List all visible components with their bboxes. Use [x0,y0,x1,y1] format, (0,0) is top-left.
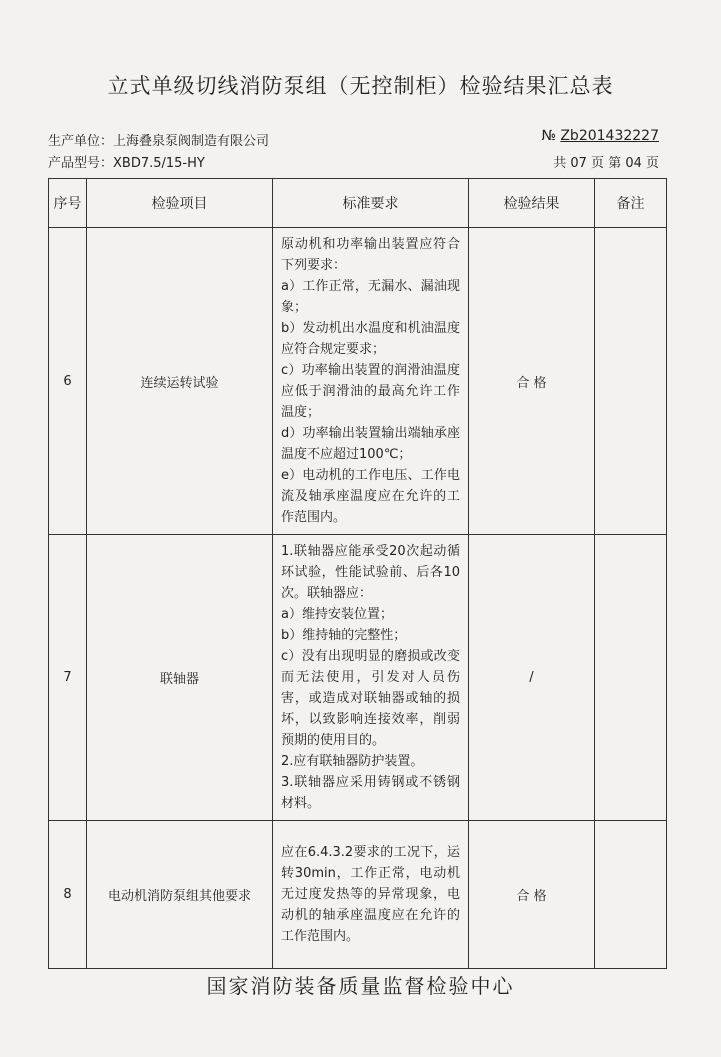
row-no: 8 [49,821,87,969]
requirement-line: a）工作正常，无漏水、漏油现象； [281,279,460,315]
row-requirements [273,821,469,969]
report-number-value: Zb201432227 [560,128,659,144]
document-title: 立式单级切线消防泵组（无控制柜）检验结果汇总表 [107,74,614,98]
requirement-line: 原动机和功率输出装置应符合下列要求： [281,237,460,273]
table-row [49,821,667,969]
requirement-line: c）功率输出装置的润滑油温度应低于润滑油的最高允许工作温度； [281,363,460,420]
row-no: 7 [49,535,87,821]
model-label: 产品型号：XBD7.5/15-HY [48,156,205,171]
row-requirements [273,535,469,821]
requirement-line: 应在6.4.3.2要求的工况下，运转30min，工作正常，电动机无过度发热等的异常现象，电动机的轴承座温度应在允许的工作范围内。 [281,845,460,944]
requirement-line: 3.联轴器应采用铸钢或不锈钢材料。 [281,775,460,811]
requirement-line: d）功率输出装置输出端轴承座温度不应超过100℃； [281,426,460,462]
row-remark [595,535,667,821]
header-requirement: 标准要求 [273,179,469,228]
requirement-line: b）发动机出水温度和机油温度应符合规定要求； [281,321,460,357]
page-info: 共 07 页 第 04 页 [553,156,659,171]
requirement-line: a）维持安装位置； [281,607,393,622]
row-item: 连续运转试验 [87,228,273,535]
table-row [49,535,667,821]
table-header-row [49,179,667,228]
requirement-line: e）电动机的工作电压、工作电流及轴承座温度应在允许的工作范围内。 [281,468,460,525]
producer-label: 生产单位：上海叠泉泵阀制造有限公司 [48,134,270,149]
row-requirements [273,228,469,535]
header-result: 检验结果 [469,179,595,228]
footer-organization: 国家消防装备质量监督检验中心 [206,974,515,998]
row-item: 电动机消防泵组其他要求 [87,821,273,969]
results-table [48,178,667,969]
report-number [541,128,659,144]
header-item: 检验项目 [87,179,273,228]
row-result: 合 格 [469,821,595,969]
requirement-line: 2.应有联轴器防护装置。 [281,754,424,769]
header-no: 序号 [49,179,87,228]
report-number-prefix: № [541,128,556,144]
requirement-line: b）维持轴的完整性； [281,628,407,643]
table-row [49,228,667,535]
row-result: / [469,535,595,821]
requirement-line: 1.联轴器应能承受20次起动循环试验，性能试验前、后各10次。联轴器应： [281,544,460,601]
row-remark [595,228,667,535]
header-remark: 备注 [595,179,667,228]
row-result: 合 格 [469,228,595,535]
row-item: 联轴器 [87,535,273,821]
requirement-line: c）没有出现明显的磨损或改变而无法使用，引发对人员伤害，或造成对联轴器或轴的损坏，以致影响连接效率，削弱预期的使用目的。 [281,649,460,748]
row-remark [595,821,667,969]
row-no: 6 [49,228,87,535]
